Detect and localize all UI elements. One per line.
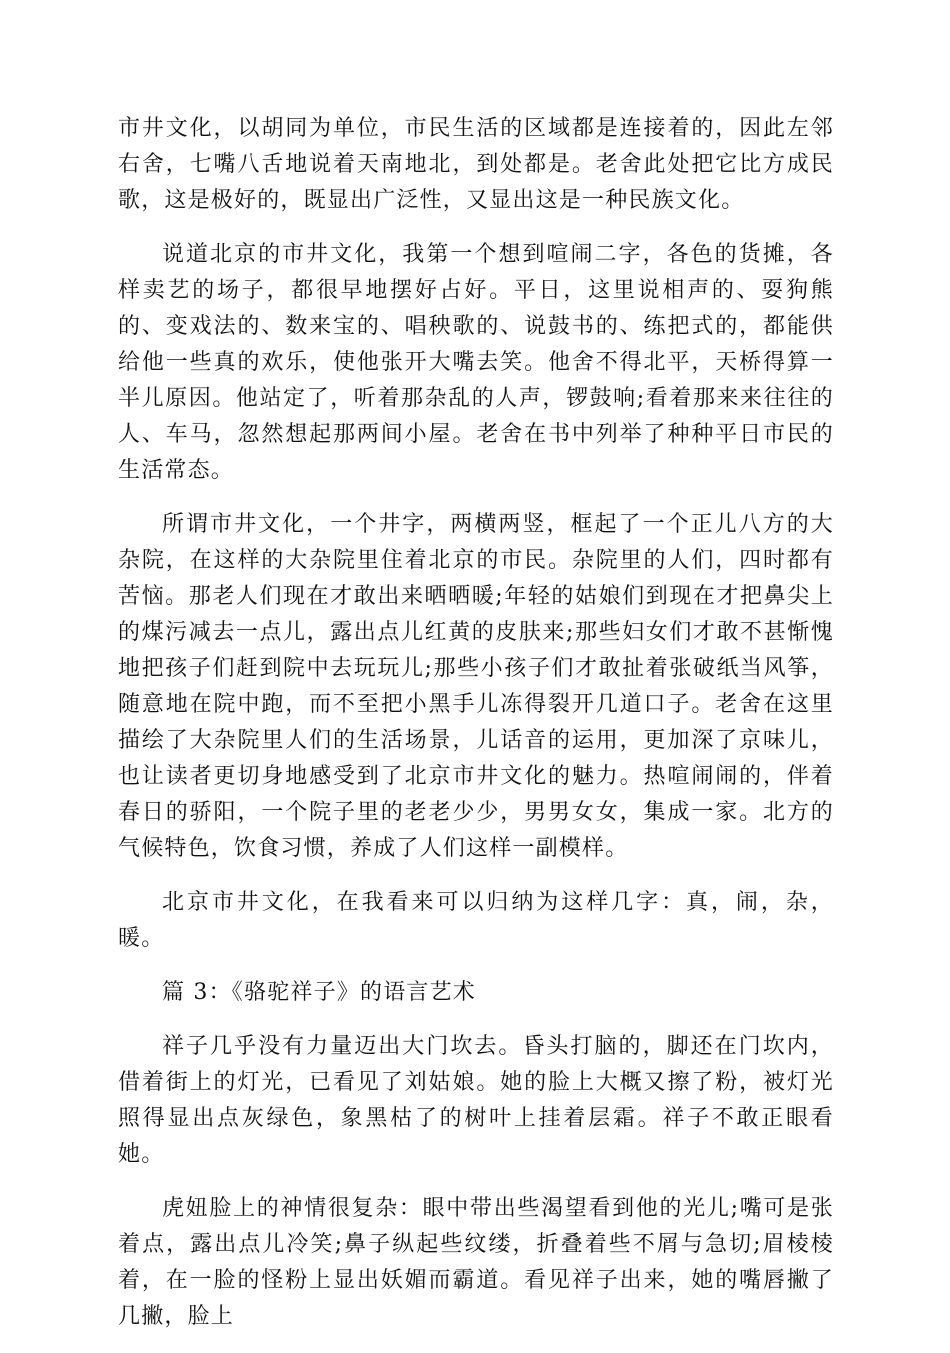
document-page bbox=[118, 111, 834, 1353]
paragraph-1: 市井文化，以胡同为单位，市民生活的区域都是连接着的，因此左邻右舍，七嘴八舌地说着天南地北，到处都是。老舍此处把它比方成民歌，这是极好的，既显出广泛性，又显出这是一种民族文化。 bbox=[118, 116, 834, 213]
paragraph-2: 说道北京的市井文化，我第一个想到喧闹二字，各色的货摊，各样卖艺的场子，都很早地摆好占好。平日，这里说相声的、耍狗熊的、变戏法的、数来宝的、唱秧歌的、说鼓书的、练把式的，都能供给他一些真的欢乐，使他张开大嘴去笑。他舍不得北平，天桥得算一半儿原因。他站定了，听着那杂乱的人声，锣鼓响;看着那来来往往的人、车马，忽然想起那两间小屋。老舍在书中列举了种种平日市民的生活常态。 bbox=[118, 242, 834, 483]
paragraph-4: 北京市井文化，在我看来可以归纳为这样几字：真，闹，杂，暖。 bbox=[118, 890, 834, 951]
section-heading: 篇 3：《骆驼祥子》的语言艺术 bbox=[162, 980, 476, 1005]
paragraph-5: 祥子几乎没有力量迈出大门坎去。昏头打脑的，脚还在门坎内，借着街上的灯光，已看见了刘姑娘。她的脸上大概又擦了粉，被灯光照得显出点灰绿色，象黑枯了的树叶上挂着层霜。祥子不敢正眼看她。 bbox=[118, 1034, 834, 1167]
paragraph-6: 虎妞脸上的神情很复杂：眼中带出些渴望看到他的光儿;嘴可是张着点，露出点儿冷笑;鼻子纵起些纹缕，折叠着些不屑与急切;眉棱棱着，在一脸的怪粉上显出妖媚而霸道。看见祥子出来，她的嘴唇撇了几撇，脸上 bbox=[118, 1196, 834, 1329]
paragraph-3: 所谓市井文化，一个井字，两横两竖，框起了一个正儿八方的大杂院，在这样的大杂院里住着北京的市民。杂院里的人们，四时都有苦恼。那老人们现在才敢出来晒晒暖;年轻的姑娘们到现在才把鼻尖上的煤污减去一点儿，露出点儿红黄的皮肤来;那些妇女们才敢不甚惭愧地把孩子们赶到院中去玩玩儿;那些小孩子们才敢扯着张破纸当风筝，随意地在院中跑，而不至把小黑手儿冻得裂开几道口子。老舍在这里描绘了大杂院里人们的生活场景，儿话音的运用，更加深了京味儿，也让读者更切身地感受到了北京市井文化的魅力。热喧闹闹的，伴着春日的骄阳，一个院子里的老老少少，男男女女，集成一家。北方的气候特色，饮食习惯，养成了人们这样一副模样。 bbox=[118, 512, 834, 861]
